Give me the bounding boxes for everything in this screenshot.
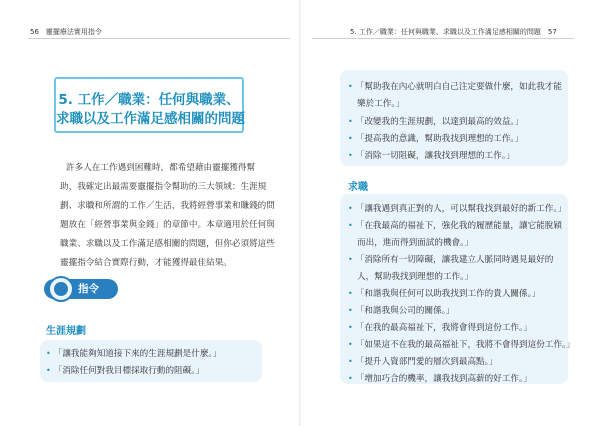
right-header: 5. 工作／職業：任何與職業、求職以及工作滿足感相關的問題 57 (350, 28, 557, 36)
bullet-icon: • (348, 340, 353, 349)
badge-circle-icon (48, 276, 74, 302)
list-item: • 「和諧我與任何可以助我找到工作的貴人關係。」 (348, 289, 541, 299)
list-item: • 「幫助我在內心就明白自己注定要做什麼，如此我才能 (348, 82, 562, 92)
list-item: • 「如果這不在我的最高福祉下，我將不會得到這份工作。」 (348, 340, 575, 350)
left-header: 56 靈擺療法實用指令 (30, 28, 102, 36)
list-item: • 「提升人資部門愛的層次到最高點。」 (348, 357, 498, 367)
bullet-icon: • (348, 204, 353, 213)
intro-line-4: 題放在「經營事業與金錢」的章節中。本章適用於任何與 (60, 220, 275, 230)
list-item-continuation: 而出，進而得到面試的機會。」 (357, 238, 474, 248)
chapter-title-box (54, 77, 244, 133)
list-item-continuation: 人，幫助我找到理想的工作。」 (357, 272, 474, 282)
list-item: • 「在我的最高福祉下，我將會得到這份工作。」 (348, 323, 532, 333)
list-item: • 「在我最高的福祉下，強化我的履歷能量，讓它能脫穎 (348, 221, 562, 231)
section-title-career: 生涯規劃 (46, 326, 86, 337)
bullet-icon: • (46, 349, 51, 358)
list-item: • 「和諧我與公司的關係。」 (348, 306, 455, 316)
list-item-continuation: 樂於工作。」 (357, 99, 405, 109)
bullet-icon: • (348, 134, 353, 143)
list-item: • 「讓我遇到真正對的人，可以幫我找到最好的新工作。」 (348, 204, 567, 214)
intro-line-5: 職業、求職以及工作滿足感相關的問題，但你必須將這些 (60, 239, 275, 249)
bullet-icon: • (348, 117, 353, 126)
list-item: • 「消除所有一切障礙，讓我建立人脈同時遇見最好的 (348, 255, 554, 265)
list-item: • 「增加巧合的機率，讓我找到高薪的好工作。」 (348, 374, 532, 384)
bullet-icon: • (46, 366, 51, 375)
list-item: • 「提高我的意識，幫助我找到理想的工作。」 (348, 134, 524, 144)
instructions-badge-label: 指令 (78, 283, 99, 295)
intro-line-3: 劃、求職和所謂的工作／生活，我將經營事業和賺錢的問 (60, 201, 275, 211)
bullet-icon: • (348, 221, 353, 230)
bullet-icon: • (348, 374, 353, 383)
bullet-icon: • (348, 255, 353, 264)
right-header-rule (312, 38, 574, 39)
list-item: • 「消除任何對我目標採取行動的阻礙。」 (46, 366, 205, 376)
intro-line-1: 許多人在工作遇到困難時，都希望藉由靈擺獲得幫 (66, 163, 256, 173)
left-header-rule (28, 38, 290, 39)
bullet-icon: • (348, 306, 353, 315)
chapter-title-line-1: 5. 工作／職業：任何與職業、 (58, 92, 240, 108)
intro-line-6: 靈擺指令結合實際行動，才能獲得最佳結果。 (60, 258, 232, 268)
bullet-icon: • (348, 323, 353, 332)
right-page (300, 0, 600, 426)
list-item: • 「改變我的生涯規劃，以達到最高的效益。」 (348, 117, 524, 127)
bullet-icon: • (348, 357, 353, 366)
bullet-icon: • (348, 151, 353, 160)
section-title-job-search: 求職 (348, 182, 368, 193)
bullet-icon: • (348, 289, 353, 298)
list-item: • 「讓我能夠知道接下來的生涯規劃是什麼。」 (46, 349, 222, 359)
intro-line-2: 助，我確定出最需要靈擺指令幫助的三大領域：生涯規 (60, 182, 267, 192)
list-item: • 「消除一切阻礙，讓我找到理想的工作。」 (348, 151, 515, 161)
bullet-icon: • (348, 82, 353, 91)
chapter-title-line-2: 求職以及工作滿足感相關的問題 (56, 111, 245, 127)
